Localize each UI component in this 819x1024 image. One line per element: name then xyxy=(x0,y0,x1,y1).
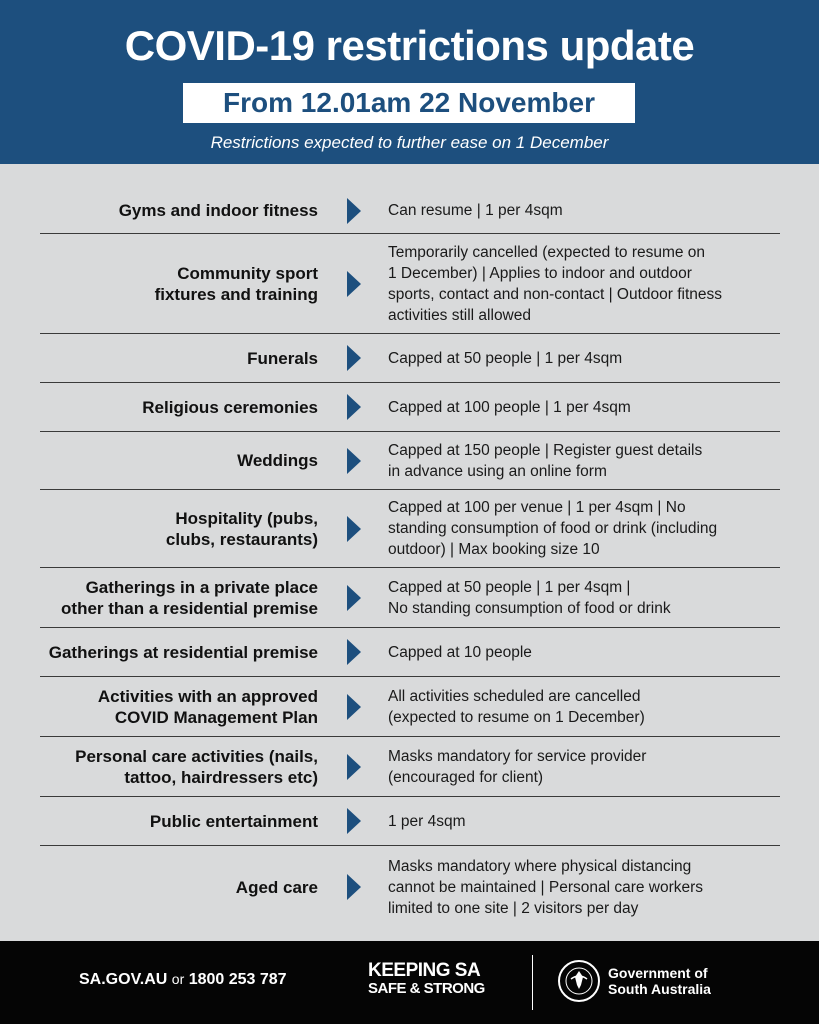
restriction-detail xyxy=(388,746,780,788)
category-label xyxy=(40,397,320,418)
category-label xyxy=(40,577,320,619)
government-name xyxy=(608,965,711,997)
table-row xyxy=(40,490,780,568)
restriction-detail xyxy=(388,200,780,221)
detail-line: (expected to resume on 1 December) xyxy=(388,708,645,726)
detail-line: in advance using an online form xyxy=(388,462,607,480)
detail-line: Masks mandatory for service provider xyxy=(388,747,647,765)
restriction-detail xyxy=(388,348,780,369)
category-line: Hospitality (pubs, xyxy=(175,508,318,528)
detail-line: Capped at 50 people | 1 per 4sqm xyxy=(388,349,623,367)
chevron-right-icon xyxy=(320,754,388,780)
detail-line: No standing consumption of food or drink xyxy=(388,599,671,617)
restriction-detail xyxy=(388,497,780,560)
table-row xyxy=(40,797,780,846)
chevron-right-icon xyxy=(320,448,388,474)
restriction-detail xyxy=(388,811,780,832)
slogan-line1: KEEPING SA xyxy=(368,960,481,981)
category-label xyxy=(40,811,320,832)
category-line: Personal care activities (nails, xyxy=(75,746,318,766)
header-banner xyxy=(0,0,819,164)
category-label xyxy=(40,686,320,728)
phone-number[interactable]: 1800 253 787 xyxy=(188,971,287,988)
restrictions-table xyxy=(40,188,780,928)
restriction-detail xyxy=(388,577,780,619)
detail-line: sports, contact and non-contact | Outdoor fitness xyxy=(388,285,723,303)
gov-line2: South Australia xyxy=(608,981,711,997)
detail-line: Capped at 100 per venue | 1 per 4sqm | No xyxy=(388,499,686,516)
footer-divider xyxy=(532,955,533,1010)
chevron-right-icon xyxy=(320,808,388,834)
restriction-detail xyxy=(388,642,780,663)
table-row xyxy=(40,334,780,383)
table-row xyxy=(40,188,780,234)
table-row xyxy=(40,234,780,334)
detail-line: Capped at 10 people xyxy=(388,643,532,661)
page-title: COVID-19 restrictions update xyxy=(124,22,695,69)
or-text: or xyxy=(171,971,185,987)
table-row xyxy=(40,628,780,677)
subtitle: Restrictions expected to further ease on 1 December xyxy=(210,133,609,152)
detail-line: All activities scheduled are cancelled xyxy=(388,687,641,705)
category-line: Funerals xyxy=(247,348,318,368)
restriction-detail xyxy=(388,440,780,482)
detail-line: Masks mandatory where physical distancing xyxy=(388,857,692,875)
detail-line: Can resume | 1 per 4sqm xyxy=(388,202,563,219)
detail-line: limited to one site | 2 visitors per day xyxy=(388,899,639,917)
effective-date: From 12.01am 22 November xyxy=(183,83,635,123)
detail-line: (encouraged for client) xyxy=(388,768,544,786)
slogan-line2: SAFE & STRONG xyxy=(368,980,485,997)
detail-line: outdoor) | Max booking size 10 xyxy=(388,541,600,558)
category-label xyxy=(40,200,320,221)
category-line: Religious ceremonies xyxy=(142,397,318,417)
chevron-right-icon xyxy=(320,394,388,420)
restriction-detail xyxy=(388,686,780,728)
category-line: Aged care xyxy=(235,877,318,897)
category-label xyxy=(40,263,320,305)
chevron-right-icon xyxy=(320,271,388,297)
sa-government-seal-icon xyxy=(557,959,601,1008)
detail-line: 1 December) | Applies to indoor and outdoor xyxy=(388,264,692,282)
restriction-detail xyxy=(388,856,780,919)
category-label xyxy=(40,348,320,369)
detail-line: activities still allowed xyxy=(388,306,531,324)
category-line: fixtures and training xyxy=(154,284,318,304)
gov-line1: Government of xyxy=(608,965,708,981)
restriction-detail xyxy=(388,397,780,418)
restriction-detail xyxy=(388,242,780,326)
category-line: Gyms and indoor fitness xyxy=(118,201,318,220)
slogan xyxy=(368,962,485,998)
category-line: Weddings xyxy=(237,451,318,470)
chevron-right-icon xyxy=(320,345,388,371)
category-label xyxy=(40,877,320,898)
footer xyxy=(0,941,819,1024)
category-label xyxy=(40,642,320,663)
table-row xyxy=(40,737,780,797)
category-label xyxy=(40,508,320,550)
chevron-right-icon xyxy=(320,694,388,720)
detail-line: Capped at 100 people | 1 per 4sqm xyxy=(388,398,631,416)
category-label xyxy=(40,450,320,471)
chevron-right-icon xyxy=(320,639,388,665)
category-line: tattoo, hairdressers etc) xyxy=(124,767,318,787)
chevron-right-icon xyxy=(320,585,388,611)
category-line: COVID Management Plan xyxy=(114,707,318,727)
category-line: other than a residential premise xyxy=(61,598,318,618)
table-row xyxy=(40,677,780,737)
detail-line: standing consumption of food or drink (including xyxy=(388,520,718,537)
contact-info xyxy=(79,971,287,989)
category-line: clubs, restaurants) xyxy=(165,529,318,549)
category-line: Activities with an approved xyxy=(97,686,318,706)
detail-line: Temporarily cancelled (expected to resume on xyxy=(388,243,706,261)
category-line: Gatherings at residential premise xyxy=(48,642,318,662)
chevron-right-icon xyxy=(320,516,388,542)
table-row xyxy=(40,846,780,928)
detail-line: 1 per 4sqm xyxy=(388,812,466,830)
website-link[interactable]: SA.GOV.AU xyxy=(79,971,168,988)
detail-line: Capped at 150 people | Register guest details xyxy=(388,441,703,459)
table-row xyxy=(40,568,780,628)
chevron-right-icon xyxy=(320,198,388,224)
table-row xyxy=(40,383,780,432)
category-line: Community sport xyxy=(177,263,318,283)
category-line: Public entertainment xyxy=(149,811,318,831)
chevron-right-icon xyxy=(320,874,388,900)
category-label xyxy=(40,746,320,788)
detail-line: Capped at 50 people | 1 per 4sqm | xyxy=(388,578,631,596)
category-line: Gatherings in a private place xyxy=(85,577,318,597)
detail-line: cannot be maintained | Personal care workers xyxy=(388,878,704,896)
table-row xyxy=(40,432,780,490)
